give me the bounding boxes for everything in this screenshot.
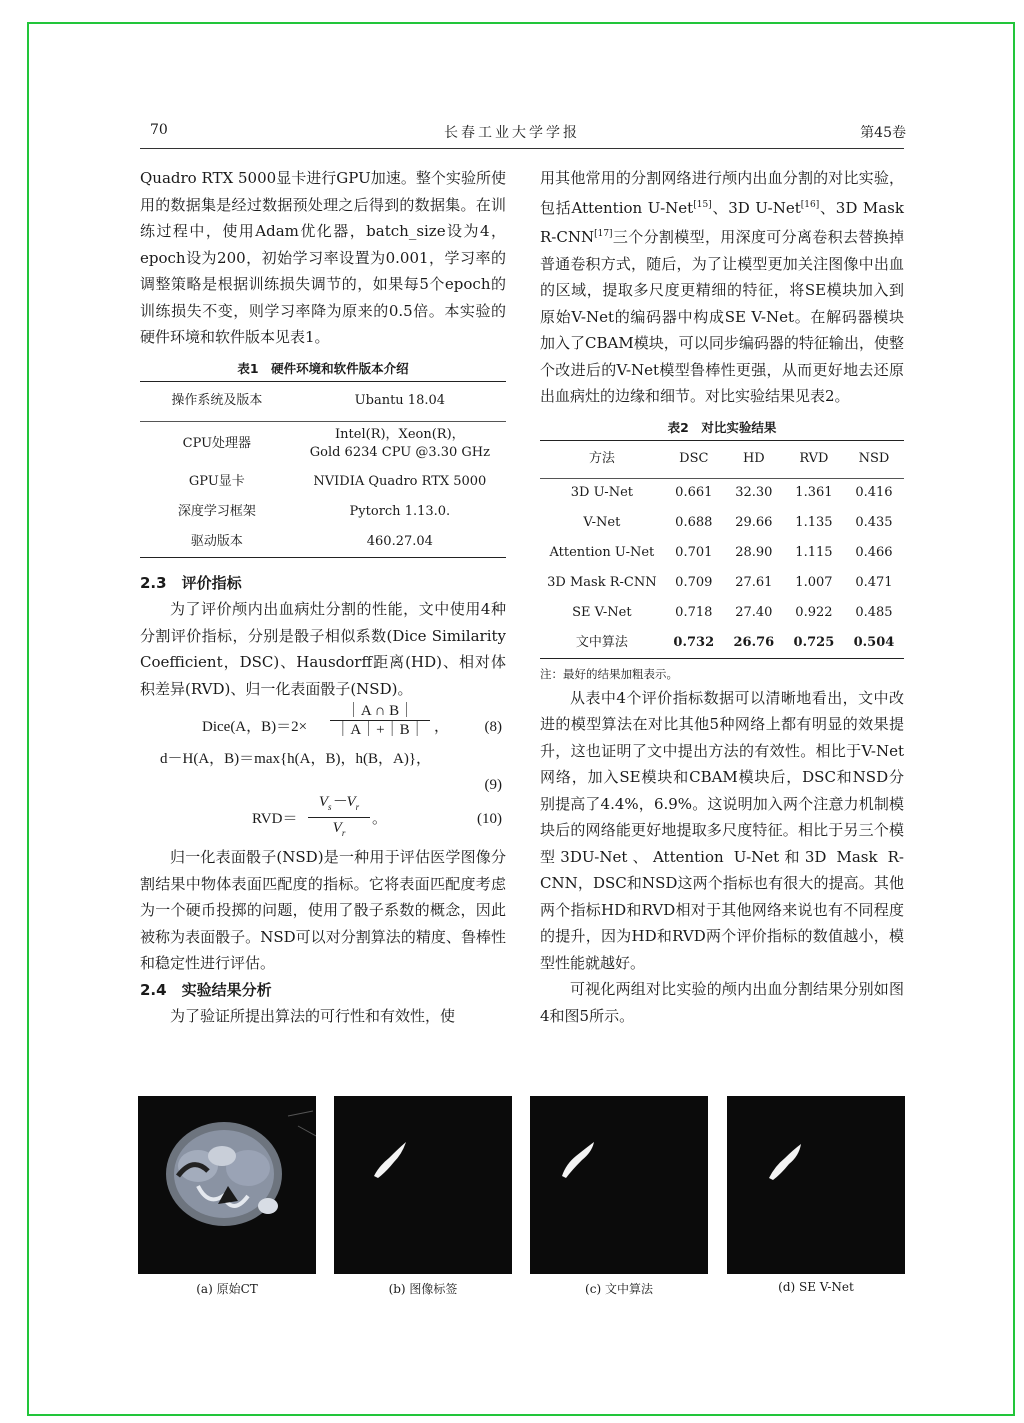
table-row bbox=[540, 568, 904, 598]
citation: [15] bbox=[693, 199, 712, 210]
table-cell: 32.30 bbox=[735, 485, 773, 501]
table-cell: Ubantu 18.04 bbox=[354, 393, 446, 408]
figure-caption: (a) 原始CT bbox=[196, 1282, 258, 1296]
table-cell: 29.66 bbox=[735, 515, 773, 530]
table-header: NSD bbox=[858, 451, 890, 466]
eq-number: (9) bbox=[484, 777, 502, 793]
paragraph: 为了评价颅内出血病灶分割的性能，文中使用4种分割评价指标，分别是骰子相似系数(Dice Similarity Coefficient，DSC)、Hausdorff距离(HD)、相对体积差异(RVD)、归一化表面骰子(NSD)。 bbox=[140, 600, 506, 698]
header-rule bbox=[140, 148, 904, 149]
table-cell: 操作系统及版本 bbox=[171, 393, 263, 408]
paragraph: Quadro RTX 5000显卡进行GPU加速。整个实验所使用的数据集是经过数据预处理之后得到的数据集。在训练过程中，使用Adam优化器，batch_size设为4，epoch设为200，初始学习率设置为0.001，学习率的调整策略是根据训练损失调节的，如果每5个epoch的训练损失不变，则学习率降为原来的0.5倍。本实验的硬件环境和软件版本见表1。 bbox=[140, 169, 506, 346]
cell-line: Gold 6234 CPU @3.30 GHz bbox=[309, 445, 490, 461]
table-cell: 0.688 bbox=[675, 515, 713, 530]
table-cell: V-Net bbox=[583, 515, 621, 530]
table-cell: CPU处理器 bbox=[182, 436, 252, 452]
table-cell: 深度学习框架 bbox=[177, 504, 256, 519]
table-header: RVD bbox=[799, 451, 829, 466]
paragraph bbox=[540, 165, 904, 410]
table-row bbox=[140, 381, 506, 421]
table-cell: 0.701 bbox=[675, 545, 713, 560]
text-run: 、3D Mask R-CNN bbox=[540, 198, 904, 246]
figure-ct-image bbox=[138, 1096, 316, 1274]
volume-label: 第45卷 bbox=[860, 125, 906, 141]
eq-var: －V bbox=[331, 794, 356, 810]
table-cell bbox=[294, 421, 506, 467]
citation: [16] bbox=[800, 199, 820, 210]
eq-tail: 。 bbox=[372, 811, 388, 827]
table-cell: 0.466 bbox=[855, 545, 893, 560]
eq-tail: ， bbox=[434, 719, 450, 735]
table-cell: 460.27.04 bbox=[366, 533, 433, 549]
figure-caption: (d) SE V-Net bbox=[778, 1280, 854, 1294]
table-header: DSC bbox=[679, 451, 709, 466]
equation-8 bbox=[140, 703, 506, 746]
table-cell: 3D U-Net bbox=[570, 485, 633, 501]
text-run: 三个分割模型，用深度可分离卷积去替换掉普通卷积方式，随后，为了让模型更加关注图像中出血的区域，提取多尺度更精细的特征，将SE模块加入到原始V-Net的编码器中构成SE V-Net。在解码器模块加入了CBAM模块，可以同步编码器的特征输出，使整个改进后的V-Net模型鲁棒性更强，从而更好地去还原出血病灶的边缘和细节。对比实验结果见表2。 bbox=[540, 228, 904, 405]
table-cell: 文中算法 bbox=[575, 634, 628, 650]
journal-title: 长春工业大学学报 bbox=[444, 125, 580, 141]
table-cell: 28.90 bbox=[735, 545, 773, 560]
table-row bbox=[140, 527, 506, 557]
table-cell: 0.416 bbox=[855, 485, 893, 501]
table-cell: 26.76 bbox=[733, 634, 775, 650]
table-cell: 0.471 bbox=[855, 575, 893, 590]
table-row bbox=[540, 508, 904, 538]
table-cell: 27.61 bbox=[735, 575, 773, 590]
table-cell: GPU显卡 bbox=[188, 474, 245, 489]
table-cell: 0.718 bbox=[675, 605, 713, 620]
eq-sub: r bbox=[355, 802, 360, 812]
table-cell: 0.661 bbox=[675, 485, 713, 501]
page-number: 70 bbox=[150, 122, 168, 138]
paragraph: 从表中4个评价指标数据可以清晰地看出，文中改进的模型算法在对比其他5种网络上都有明显的效果提升，这也证明了文中提出方法的有效性。相比于V-Net网络，加入SE模块和CBAM模块后，DSC和NSD分别提高了4.4%，6.9%。这说明加入两个注意力机制模块后的网络能更好地提取多尺度特征。相比于另三个模型3DU-Net、Attention U-Net和3D Mask R-CNN，DSC和NSD这两个指标也有很大的提高。其他两个指标HD和RVD相对于其他网络来说也有不同程度的提升，因为HD和RVD两个评价指标的数值越小，模型性能就越好。 bbox=[540, 688, 904, 972]
table-row bbox=[540, 538, 904, 568]
table-cell: 0.725 bbox=[793, 634, 835, 650]
table-row bbox=[540, 628, 904, 658]
figure-caption: (c) 文中算法 bbox=[585, 1282, 653, 1296]
equation-10 bbox=[140, 794, 506, 844]
table-cell: 0.922 bbox=[795, 605, 833, 620]
segmentation-mask bbox=[727, 1096, 905, 1274]
table-cell: 0.435 bbox=[855, 515, 893, 530]
eq-var: V bbox=[332, 820, 342, 836]
text-run: 、3D U-Net bbox=[711, 198, 801, 217]
table-cell: Pytorch 1.13.0. bbox=[349, 504, 451, 519]
eq-fraction bbox=[330, 702, 430, 739]
table-row bbox=[540, 598, 904, 628]
table-cell: 0.504 bbox=[853, 634, 895, 650]
ct-scan-graphic bbox=[138, 1096, 316, 1274]
table1-caption: 表1 硬件环境和软件版本介绍 bbox=[237, 360, 409, 376]
eq-fraction bbox=[308, 792, 370, 843]
table-row bbox=[140, 497, 506, 527]
citation: [17] bbox=[594, 229, 613, 239]
eq-den: ｜A｜+｜B｜ bbox=[335, 722, 425, 738]
paragraph: 为了验证所提出算法的可行性和有效性，使 bbox=[170, 1007, 456, 1025]
segmentation-mask bbox=[530, 1096, 708, 1274]
table-cell: 27.40 bbox=[735, 605, 773, 620]
table2-caption: 表2 对比实验结果 bbox=[667, 419, 777, 435]
table-cell: 1.115 bbox=[795, 545, 833, 560]
left-column bbox=[140, 165, 506, 1030]
eq-num: ｜A ∩ B｜ bbox=[330, 702, 430, 721]
eq-text: d－H(A，B)＝max{h(A，B)，h(B，A)}， bbox=[160, 751, 432, 767]
figure-caption: (b) 图像标签 bbox=[388, 1282, 458, 1296]
section-heading: 2.4 实验结果分析 bbox=[140, 980, 272, 999]
section-heading: 2.3 评价指标 bbox=[140, 573, 242, 592]
eq-den bbox=[308, 818, 370, 843]
right-column bbox=[540, 165, 904, 1029]
text-run: 用其他常用的分割网络进行颅内出血分割的对比实验，包括Attention U-Net bbox=[540, 169, 904, 217]
table2 bbox=[540, 440, 904, 659]
eq-lhs: RVD＝ bbox=[252, 811, 298, 827]
figure-sevnet-image bbox=[727, 1096, 905, 1274]
eq-sub: r bbox=[341, 828, 346, 838]
eq-sub: s bbox=[327, 802, 332, 812]
paragraph: 可视化两组对比实验的颅内出血分割结果分别如图4和图5所示。 bbox=[540, 980, 904, 1025]
table-cell: SE V-Net bbox=[572, 605, 632, 620]
eq-number: (8) bbox=[484, 719, 502, 735]
table-cell: 0.732 bbox=[673, 634, 715, 650]
table-header: HD bbox=[742, 451, 765, 466]
table-cell: 0.485 bbox=[855, 605, 893, 620]
paragraph: 归一化表面骰子(NSD)是一种用于评估医学图像分割结果中物体表面匹配度的指标。它将表面匹配度考虑为一个硬币投掷的问题，使用了骰子系数的概念，因此被称为表面骰子。NSD可以对分割算法的精度、鲁棒性和稳定性进行评估。 bbox=[140, 848, 506, 972]
table-cell: Attention U-Net bbox=[549, 545, 655, 560]
table-cell: 1.135 bbox=[795, 515, 833, 530]
table-row bbox=[140, 421, 506, 467]
table-cell: 3D Mask R-CNN bbox=[547, 575, 657, 590]
figure-row bbox=[0, 1096, 1024, 1296]
figure-ours-image bbox=[530, 1096, 708, 1274]
eq-var: V bbox=[318, 794, 328, 810]
table-cell: 0.709 bbox=[675, 575, 713, 590]
eq-lhs: Dice(A，B)＝2× bbox=[202, 719, 308, 735]
table1 bbox=[140, 381, 506, 558]
table-row bbox=[540, 478, 904, 508]
figure-label-image bbox=[334, 1096, 512, 1274]
eq-num bbox=[308, 792, 370, 818]
cell-line: Intel(R)，Xeon(R)， bbox=[335, 427, 465, 443]
table-note: 注：最好的结果加粗表示。 bbox=[540, 666, 678, 681]
table-cell: 驱动版本 bbox=[190, 533, 243, 549]
table-header: 方法 bbox=[588, 451, 615, 466]
table-cell: NVIDIA Quadro RTX 5000 bbox=[313, 474, 487, 489]
eq-number: (10) bbox=[477, 811, 502, 827]
table-header-row bbox=[540, 440, 904, 478]
table-cell: 1.007 bbox=[795, 575, 833, 590]
table-cell: 1.361 bbox=[795, 485, 833, 501]
table-row bbox=[140, 467, 506, 497]
segmentation-mask bbox=[334, 1096, 512, 1274]
